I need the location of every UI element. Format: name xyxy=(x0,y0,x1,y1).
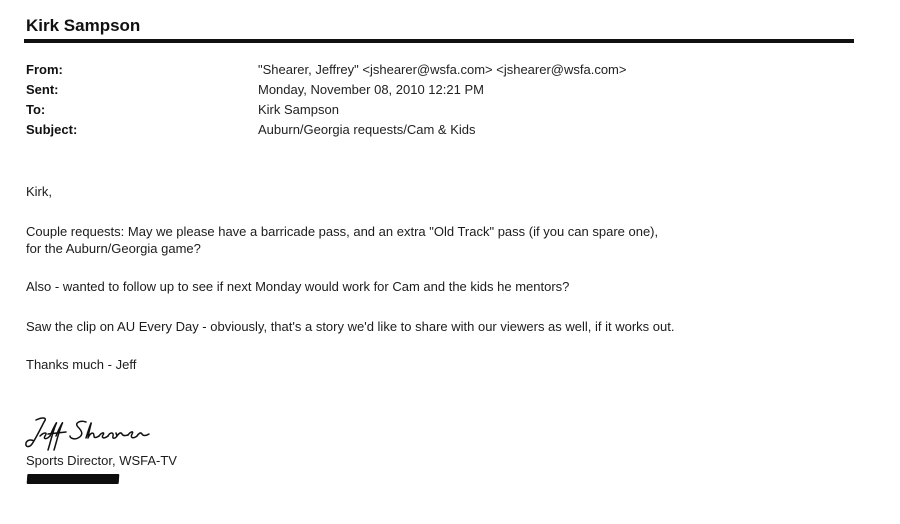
paragraph-clip: Saw the clip on AU Every Day - obviously, that's a story we'd like to share with our viewers as well, if it works out. xyxy=(26,319,675,334)
greeting: Kirk, xyxy=(26,184,52,199)
to-label: To: xyxy=(26,102,46,117)
to-value: Kirk Sampson xyxy=(258,102,339,117)
subject-label: Subject: xyxy=(26,122,78,137)
mailbox-owner-name: Kirk Sampson xyxy=(26,16,141,35)
redaction-bar xyxy=(27,474,120,484)
from-value: "Shearer, Jeffrey" <jshearer@wsfa.com> <jshearer@wsfa.com> xyxy=(258,62,627,77)
paragraph-follow-up: Also - wanted to follow up to see if next Monday would work for Cam and the kids he mentors? xyxy=(26,279,570,294)
closing-line: Thanks much - Jeff xyxy=(26,357,137,372)
paragraph-requests-line-1: Couple requests: May we please have a barricade pass, and an extra "Old Track" pass (if you can spare one), xyxy=(26,224,659,239)
header-divider xyxy=(24,39,854,43)
subject-value: Auburn/Georgia requests/Cam & Kids xyxy=(258,122,476,137)
paragraph-requests-line-2: for the Auburn/Georgia game? xyxy=(26,241,201,256)
handwritten-signature xyxy=(22,414,162,452)
signature-title: Sports Director, WSFA-TV xyxy=(26,453,177,468)
sent-label: Sent: xyxy=(26,82,59,97)
from-label: From: xyxy=(26,62,63,77)
sent-value: Monday, November 08, 2010 12:21 PM xyxy=(258,82,484,97)
